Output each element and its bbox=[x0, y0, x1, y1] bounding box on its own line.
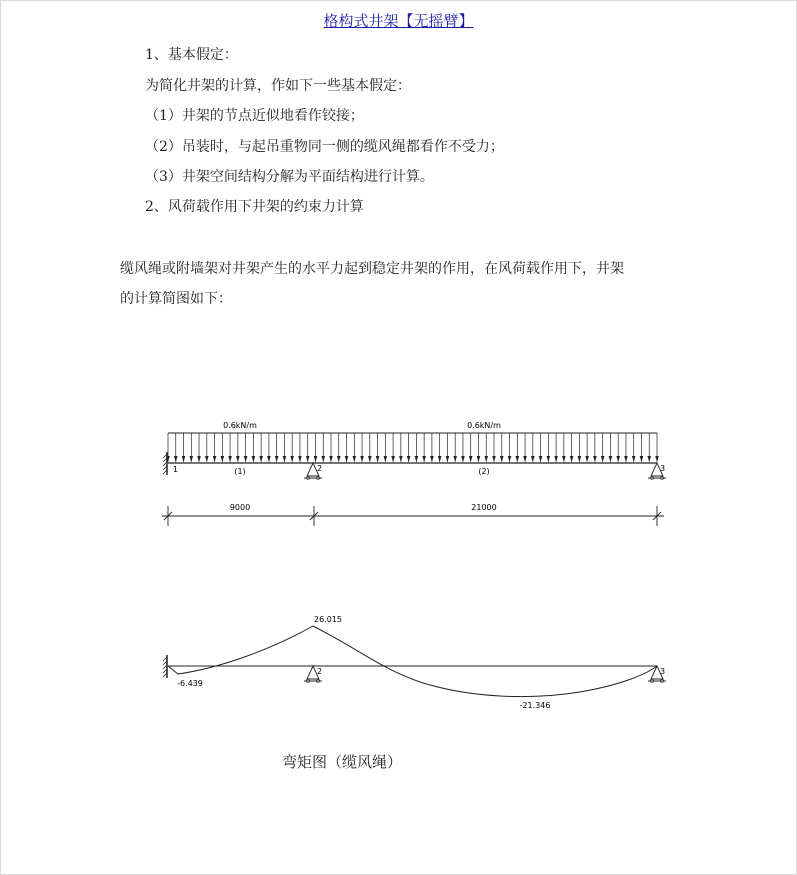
load-arrow-icon bbox=[360, 433, 364, 462]
load-arrow-icon bbox=[484, 433, 488, 462]
load-arrow-icon bbox=[640, 433, 644, 462]
load-arrow-icon bbox=[647, 433, 651, 462]
load-arrow-icon bbox=[446, 433, 450, 462]
load-arrow-icon bbox=[523, 433, 527, 462]
load-arrow-icon bbox=[174, 433, 178, 462]
load-arrow-icon bbox=[570, 433, 574, 462]
assumption-2: （2）吊装时，与起吊重物同一侧的缆风绳都看作不受力； bbox=[145, 139, 504, 155]
dimension-2-label: 21000 bbox=[471, 503, 497, 512]
load-arrow-icon bbox=[213, 433, 217, 462]
load-arrow-icon bbox=[547, 433, 551, 462]
page-title-link[interactable]: 格构式井架【无摇臂】 bbox=[323, 12, 474, 30]
load-arrow-icon bbox=[585, 433, 589, 462]
load-arrow-icon bbox=[515, 433, 519, 462]
load-arrow-icon bbox=[275, 433, 279, 462]
load-arrow-icon bbox=[221, 433, 225, 462]
page-title[interactable] bbox=[0, 10, 797, 31]
load-arrow-icon bbox=[407, 433, 411, 462]
load-arrow-icon bbox=[321, 433, 325, 462]
load-arrow-icon bbox=[438, 433, 442, 462]
load-arrow-icon bbox=[477, 433, 481, 462]
paragraph-line-1: 缆风绳或附墙架对井架产生的水平力起到稳定井架的作用，在风荷载作用下，井架 bbox=[120, 261, 624, 277]
load-arrow-icon bbox=[578, 433, 582, 462]
load-arrow-icon bbox=[329, 433, 333, 462]
load-arrow-icon bbox=[469, 433, 473, 462]
load-arrow-icon bbox=[267, 433, 271, 462]
assumption-3: （3）井架空间结构分解为平面结构进行计算。 bbox=[145, 169, 434, 185]
load-arrow-icon bbox=[189, 433, 193, 462]
load-arrow-icon bbox=[306, 433, 310, 462]
load-arrow-icon bbox=[283, 433, 287, 462]
load-arrow-icon bbox=[259, 433, 263, 462]
paragraph-line-2: 的计算简图如下： bbox=[120, 291, 232, 307]
fixed-support-icon bbox=[163, 452, 167, 475]
load-arrow-icon bbox=[236, 433, 240, 462]
load-arrows bbox=[166, 433, 659, 462]
node-2-label: 2 bbox=[317, 464, 323, 473]
load-arrow-icon bbox=[624, 433, 628, 462]
load-arrow-icon bbox=[205, 433, 209, 462]
load-arrow-icon bbox=[554, 433, 558, 462]
load-arrow-icon bbox=[500, 433, 504, 462]
assumption-1: （1）井架的节点近似地看作铰接； bbox=[145, 108, 364, 124]
load-arrow-icon bbox=[609, 433, 613, 462]
moment-curve bbox=[168, 626, 657, 697]
dimension-1-label: 9000 bbox=[229, 503, 251, 512]
figure-caption: 弯矩图（缆风绳） bbox=[282, 753, 403, 771]
load-arrow-icon bbox=[453, 433, 457, 462]
load-arrow-icon bbox=[368, 433, 372, 462]
load-arrow-icon bbox=[539, 433, 543, 462]
load-arrow-icon bbox=[601, 433, 605, 462]
load-arrow-icon bbox=[352, 433, 356, 462]
moment-node-2-label: 2 bbox=[317, 667, 323, 676]
moment-node-3-label: 3 bbox=[660, 667, 666, 676]
heading-2: 2、风荷载作用下井架的约束力计算 bbox=[145, 199, 364, 215]
load-arrow-icon bbox=[384, 433, 388, 462]
load-arrow-icon bbox=[290, 433, 294, 462]
moment-left-value: -6.439 bbox=[177, 679, 203, 688]
heading-1: 1、基本假定： bbox=[145, 47, 238, 63]
span-1-label: (1) bbox=[234, 467, 246, 476]
intro-text: 为简化井架的计算，作如下一些基本假定： bbox=[145, 78, 411, 94]
span-2-label: (2) bbox=[478, 467, 490, 476]
node-1-label: 1 bbox=[173, 465, 179, 474]
load-arrow-icon bbox=[376, 433, 380, 462]
load-arrow-icon bbox=[298, 433, 302, 462]
load-arrow-icon bbox=[562, 433, 566, 462]
load-arrow-icon bbox=[632, 433, 636, 462]
load-label-left: 0.6kN/m bbox=[223, 421, 257, 430]
load-label-right: 0.6kN/m bbox=[467, 421, 501, 430]
node-3-label: 3 bbox=[660, 464, 666, 473]
fixed-support-icon bbox=[163, 655, 167, 678]
load-arrow-icon bbox=[616, 433, 620, 462]
load-arrow-icon bbox=[182, 433, 186, 462]
load-arrow-icon bbox=[430, 433, 434, 462]
load-arrow-icon bbox=[228, 433, 232, 462]
load-arrow-icon bbox=[508, 433, 512, 462]
load-arrow-icon bbox=[655, 433, 659, 462]
load-arrow-icon bbox=[314, 433, 318, 462]
load-arrow-icon bbox=[531, 433, 535, 462]
load-arrow-icon bbox=[461, 433, 465, 462]
beam-load-diagram bbox=[0, 300, 797, 860]
load-arrow-icon bbox=[492, 433, 496, 462]
load-arrow-icon bbox=[345, 433, 349, 462]
load-arrow-icon bbox=[252, 433, 256, 462]
load-arrow-icon bbox=[391, 433, 395, 462]
load-arrow-icon bbox=[415, 433, 419, 462]
load-arrow-icon bbox=[399, 433, 403, 462]
moment-peak-value: 26.015 bbox=[314, 615, 342, 624]
load-arrow-icon bbox=[337, 433, 341, 462]
load-arrow-icon bbox=[593, 433, 597, 462]
moment-min-value: -21.346 bbox=[519, 701, 551, 710]
load-arrow-icon bbox=[422, 433, 426, 462]
load-arrow-icon bbox=[244, 433, 248, 462]
load-arrow-icon bbox=[197, 433, 201, 462]
